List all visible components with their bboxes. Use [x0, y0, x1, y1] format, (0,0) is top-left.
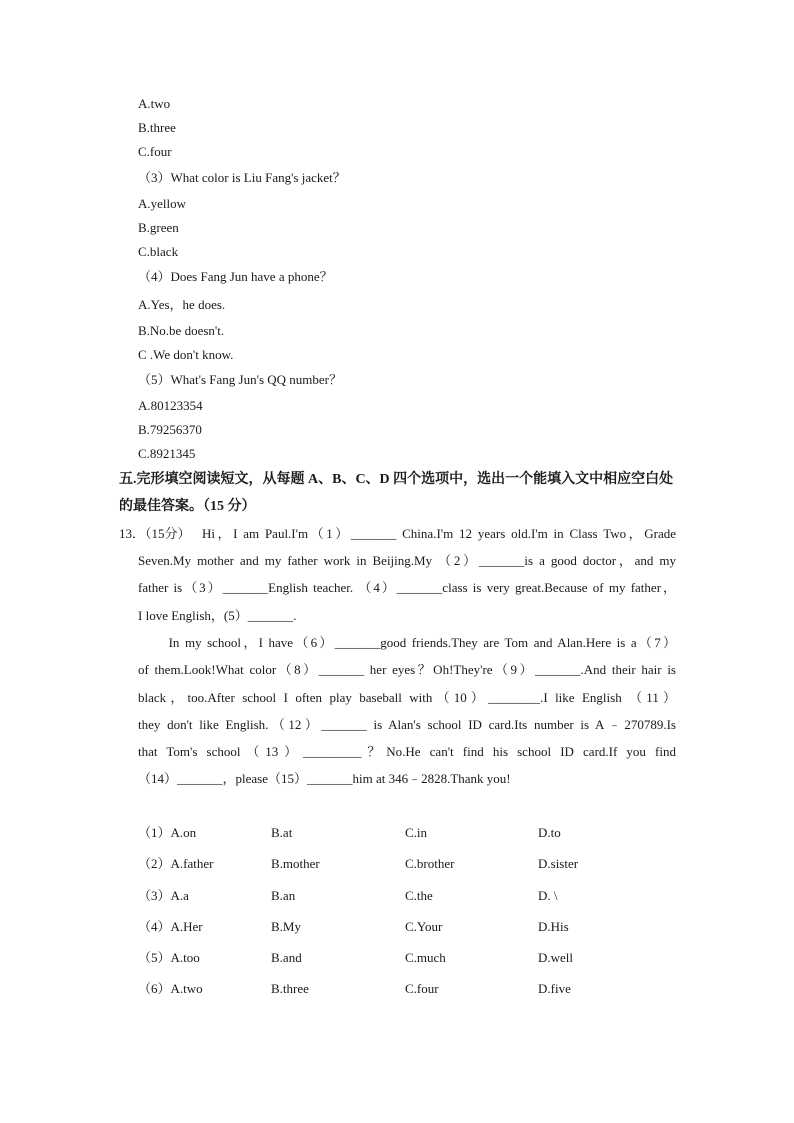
question-number: 13．（15分） [119, 526, 191, 541]
section-heading-line2: 的最佳答案。（15 分） [119, 499, 256, 514]
passage-line-6: of them.Look!What color（8）_______ her eyes？Oh!They're（9）_______.And their hair is [138, 662, 676, 677]
option-d: D.His [538, 919, 569, 934]
option-a: （1）A.on [138, 825, 197, 840]
q3-option-a: A.yellow [138, 196, 187, 211]
option-b: B.mother [271, 856, 320, 871]
option-d: D.well [538, 950, 574, 965]
option-a: （2）A.father [138, 856, 214, 871]
option-a: （3）A.a [138, 888, 189, 903]
q3-option-b: B.green [138, 220, 179, 235]
option-c: C.in [405, 825, 428, 840]
passage-line-8: they don't like English.（12）_______ is Alan's school ID card.Its number is A﹣270789.Is [138, 717, 676, 732]
passage-line-7: black，too.After school I often play baseball with（10）________.I like English （11） [138, 690, 676, 705]
option-b: B.and [271, 950, 302, 965]
option-b: B.at [271, 825, 293, 840]
option-d: D.to [538, 825, 561, 840]
option-row [138, 825, 678, 841]
option-a: （5）A.too [138, 950, 200, 965]
option-row [138, 950, 678, 966]
option-d: D. \ [538, 888, 558, 903]
option-c: C.much [405, 950, 446, 965]
option-c: C.Your [405, 919, 443, 934]
passage-line-10: （14）_______，please（15）_______him at 346﹣2828.Thank you! [138, 771, 511, 786]
option-c: C.four [405, 981, 439, 996]
q5-option-c: C.8921345 [138, 446, 196, 461]
q2-option-c: C.four [138, 144, 172, 159]
option-row [138, 888, 678, 904]
q3-option-c: C.black [138, 244, 179, 259]
option-a: （4）A.Her [138, 919, 203, 934]
q4-option-b: B.No.be doesn't. [138, 323, 225, 338]
passage-line-5: In my school，I have（6）_______good friends.They are Tom and Alan.Here is a（7） [138, 635, 676, 650]
option-d: D.five [538, 981, 571, 996]
option-d: D.sister [538, 856, 579, 871]
passage-line-3: father is（3）_______English teacher. （4）_______class is very great.Because of my father， [138, 580, 676, 595]
option-c: C.the [405, 888, 433, 903]
option-row [138, 981, 678, 997]
q4-option-c: C .We don't know. [138, 347, 234, 362]
option-b: B.an [271, 888, 296, 903]
option-a: （6）A.two [138, 981, 203, 996]
section-heading-line1: 五.完形填空阅读短文，从每题 A、B、C、D 四个选项中，选出一个能填入文中相应空白处 [119, 472, 674, 487]
option-c: C.brother [405, 856, 455, 871]
q5-option-a: A.80123354 [138, 398, 203, 413]
option-row [138, 919, 678, 935]
q2-option-b: B.three [138, 120, 176, 135]
option-row [138, 856, 678, 872]
q2-option-a: A.two [138, 96, 171, 111]
passage-line-2: Seven.My mother and my father work in Beijing.My （2）_______is a good doctor，and my [138, 553, 676, 568]
passage-line-1: Hi，I am Paul.I'm（1）_______ China.I'm 12 years old.I'm in Class Two，Grade [202, 526, 676, 541]
q5-stem: （5）What's Fang Jun's QQ number？ [138, 372, 343, 387]
q4-option-a: A.Yes，he does. [138, 297, 226, 312]
option-b: B.My [271, 919, 301, 934]
passage-line-9: that Tom's school（13）_________？No.He can't find his school ID card.If you find [138, 744, 676, 759]
q5-option-b: B.79256370 [138, 422, 202, 437]
passage-line-4: I love English，(5）_______. [138, 608, 297, 623]
q3-stem: （3）What color is Liu Fang's jacket？ [138, 170, 346, 185]
q4-stem: （4）Does Fang Jun have a phone？ [138, 269, 333, 284]
option-b: B.three [271, 981, 309, 996]
